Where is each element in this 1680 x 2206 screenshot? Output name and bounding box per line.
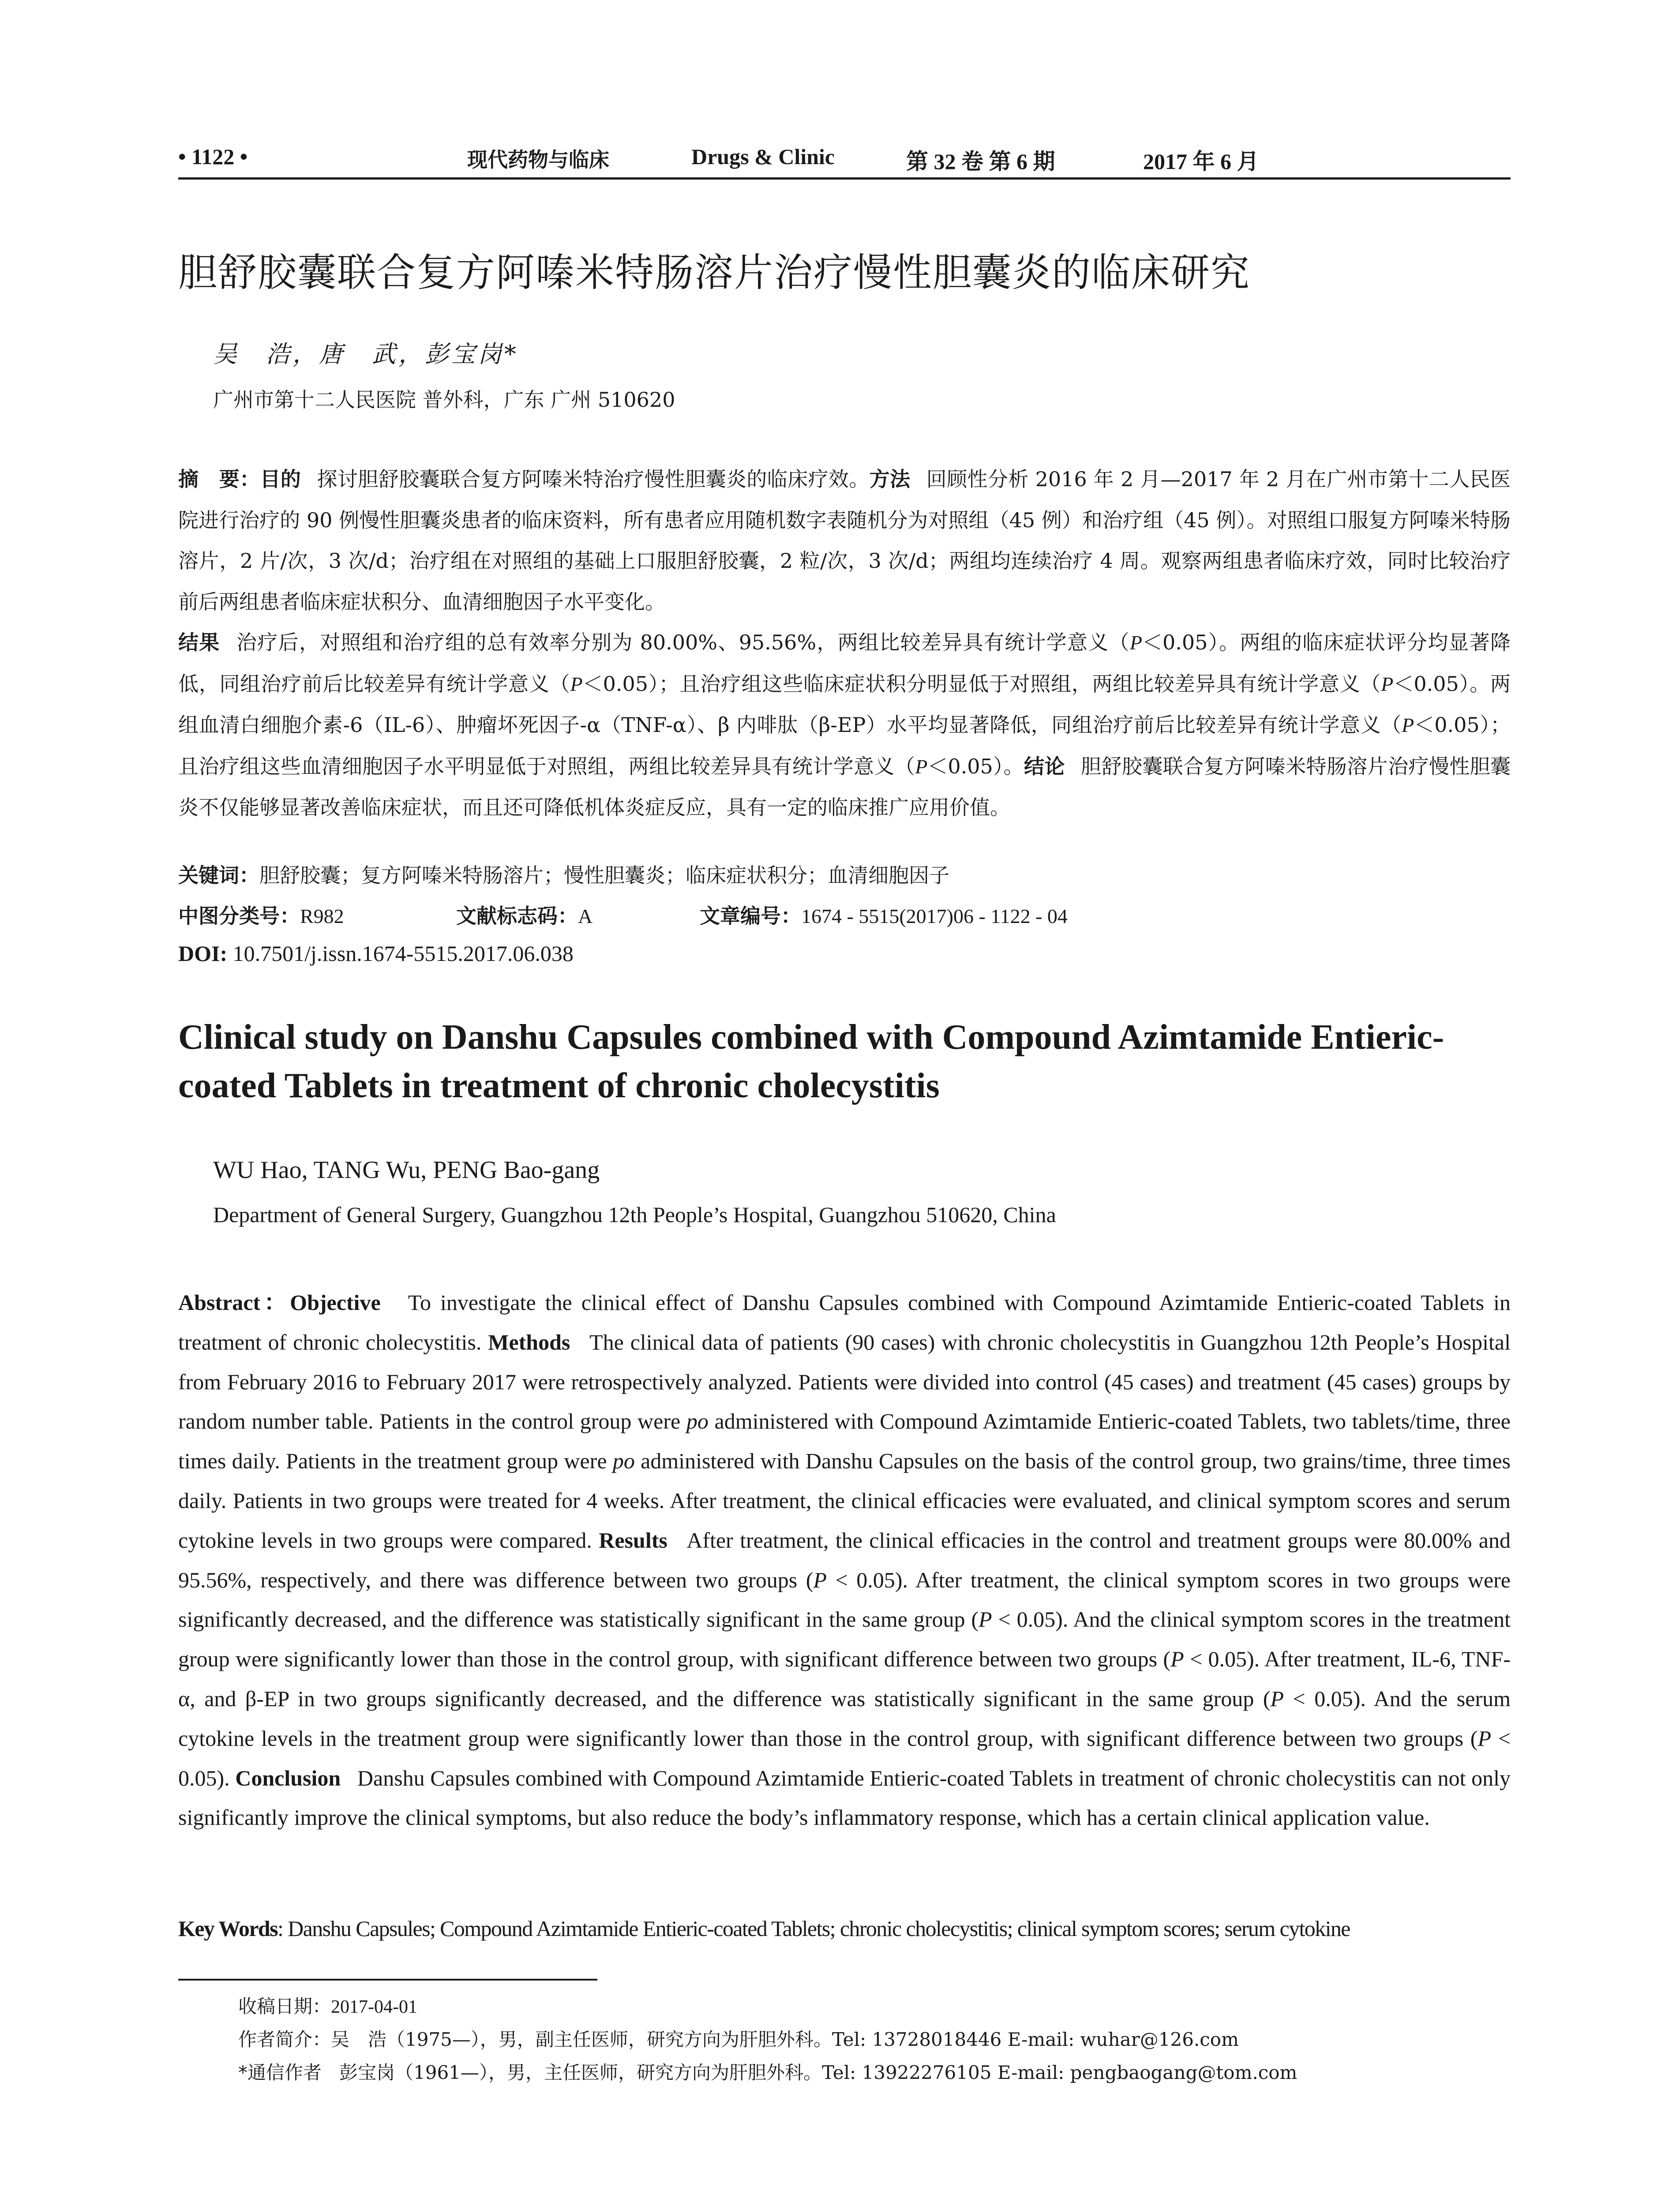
results-text-cn-1: 治疗后，对照组和治疗组的总有效率分别为 80.00%、95.56%，两组比较差异具有统计学意义（ [236,630,1130,654]
methods-label-en: Methods [488,1329,570,1354]
results-text-cn-5: ＜0.05）；且治疗组这些血清细胞因子水平明显低于对照组，两组比较差异具有统计学意义（ [178,713,1511,778]
article-no-label: 文章编号： [700,904,801,928]
article-number [700,900,1068,929]
results-text-en-1: After treatment, the clinical efficacies in the control and treatment groups were 80.00% and 95.56%, respectively, and there was difference between two groups ( [178,1527,1511,1592]
article-title-en: Clinical study on Danshu Capsules combined with Compound Azimtamide Entieric-coated Tablets in treatment of chronic cholecystitis [178,1018,1444,1105]
authors-en: WU Hao, TANG Wu, PENG Bao-gang [213,1156,600,1184]
results-text-en-2: < 0.05). After treatment, the clinical symptom scores in two groups were significantly decreased, and the difference was statistically significant in the same group ( [178,1567,1511,1632]
conclusion-text-en: Danshu Capsules combined with Compound Azimtamide Entieric-coated Tablets in treatment of chronic cholecystitis can not only significantly improve the clinical symptoms, but also reduce the body’s inflammatory response, which has a certain clinical application value. [178,1765,1511,1830]
issue-date: 2017 年 6 月 [1143,149,1259,174]
p-symbol: P [915,755,928,778]
results-text-cn-4: ＜0.05）。两组血清白细胞介素-6（IL-6）、肿瘤坏死因子-α（TNF-α）、β 内啡肽（β-EP）水平均显著降低，同组治疗前后比较差异有统计学意义（ [178,672,1511,737]
affiliation-cn: 广州市第十二人民医院 普外科，广东 广州 510620 [213,388,675,412]
p-symbol: P [570,672,583,695]
po-abbreviation: po [612,1448,635,1474]
author-bio-label: 作者简介： [238,2029,331,2050]
article-no-value: 1674 - 5515(2017)06 - 1122 - 04 [801,905,1068,927]
methods-text-en-1: The clinical data of patients (90 cases) with chronic cholecystitis in Guangzhou 12th People’s Hospital from February 2016 to February 2017 were retrospectively analyzed. Patients were divided into control (45 cases) and treatment (45 cases) groups by random number table. Patients in the control group were [178,1329,1511,1434]
p-symbol: P [1402,714,1414,736]
clc-value: R982 [300,905,344,927]
results-label-cn: 结果 [178,630,220,654]
objective-label-cn: 目的 [260,467,301,491]
abstract-cn [178,459,1511,828]
keywords-cn-text: 胆舒胶囊；复方阿嗪米特肠溶片；慢性胆囊炎；临床症状积分；血清细胞因子 [259,863,949,887]
results-text-en-4: < 0.05). After treatment, IL-6, TNF-α, and β-EP in two groups significantly decreased, and the difference was statistically significant in the same group ( [178,1647,1511,1711]
conclusion-label-cn: 结论 [1024,754,1065,778]
p-symbol: P [1129,631,1143,654]
results-text-cn-2: ＜0.05）。两组的临床症状评分均显著降低，同组治疗前后比较差异有统计学意义（ [178,630,1511,696]
running-header [178,142,1511,180]
p-symbol: P [1270,1686,1284,1711]
doc-code-value: A [578,905,593,927]
p-symbol: P [979,1607,992,1632]
abstract-en-colon: ： [260,1290,290,1315]
doi-label: DOI: [178,941,228,966]
author-bio-text: 吴 浩（1975—），男，副主任医师，研究方向为肝胆外科。Tel: 13728018446 E-mail: wuhar@126.com [331,2029,1239,2050]
clc-label: 中图分类号： [178,904,300,928]
methods-text-cn: 回顾性分析 2016 年 2 月—2017 年 2 月在广州市第十二人民医院进行治疗的 90 例慢性胆囊炎患者的临床资料，所有患者应用随机数字表随机分为对照组（45 例）和治疗组（45 例）。对照组口服复方阿嗪米特肠溶片，2 片/次，3 次/d；治疗组在对照组的基础上口服胆舒胶囊，2 粒/次，3 次/d；两组均连续治疗 4 周。观察两组患者临床疗效，同时比较治疗前后两组患者临床症状积分、血清细胞因子水平变化。 [178,467,1511,614]
objective-text-en: To investigate the clinical effect of Danshu Capsules combined with Compound Azimtamide Entieric-coated Tablets in treatment of chronic cholecystitis. [178,1290,1511,1354]
corresponding-label: *通信作者 [238,2062,322,2083]
affiliation-en: Department of General Surgery, Guangzhou 12th People’s Hospital, Guangzhou 510620, China [213,1202,1056,1227]
clc-number [178,900,344,929]
volume-issue: 第 32 卷 第 6 期 [906,149,1055,174]
received-label: 收稿日期： [238,1996,331,2017]
methods-text-en-3: administered with Danshu Capsules on the basis of the control group, two grains/time, three times daily. Patients in two groups were treated for 4 weeks. After treatment, the clinical efficacies were evaluated, and clinical symptom scores and serum cytokine levels in two groups were compared. [178,1448,1511,1553]
results-text-cn-3: ＜0.05）；且治疗组这些临床症状积分明显低于对照组，两组比较差异具有统计学意义（ [582,672,1381,696]
abstract-cn-label: 摘 要： [178,467,260,491]
results-text-cn-6: ＜0.05）。 [927,754,1024,778]
keywords-en-label: Key Words [178,1916,278,1941]
keywords-cn [178,859,949,889]
abstract-en [178,1283,1511,1838]
p-symbol: P [1170,1647,1184,1672]
doi-link[interactable]: 10.7501/j.issn.1674-5515.2017.06.038 [232,941,574,966]
footnote-divider [178,1979,597,1981]
conclusion-text-cn: 胆舒胶囊联合复方阿嗪米特肠溶片治疗慢性胆囊炎不仅能够显著改善临床症状，而且还可降低机体炎症反应，具有一定的临床推广应用价值。 [178,754,1511,819]
doc-code-label: 文献标志码： [456,904,578,928]
authors-cn: 吴 浩，唐 武，彭宝岗* [213,340,519,368]
doi-line [178,941,574,966]
methods-text-en-2: administered with Compound Azimtamide Entieric-coated Tablets, two tablets/time, three times daily. Patients in the treatment group were [178,1409,1511,1474]
footnote-received [238,1992,417,2018]
methods-label-cn: 方法 [869,467,911,491]
abstract-en-label: Abstract [178,1290,261,1315]
journal-name-en: Drugs & Clinic [691,144,835,169]
po-abbreviation: po [686,1409,709,1434]
objective-label-en: Objective [290,1290,381,1315]
journal-name-cn: 现代药物与临床 [467,148,609,172]
document-code [456,900,592,929]
footnote-author-bio [238,2025,1239,2052]
results-text-en-5: < 0.05). And the serum cytokine levels in the treatment group were significantly lower than those in the control group, with significant difference between two groups ( [178,1686,1511,1751]
footnote-corresponding-author [238,2058,1297,2085]
results-text-en-3: < 0.05). And the clinical symptom scores in the treatment group were significantly lower than those in the control group, with significant difference between two groups ( [178,1607,1511,1672]
received-date: 2017-04-01 [331,1997,417,2017]
results-text-en-6: < 0.05). [178,1726,1511,1790]
corresponding-text: 彭宝岗（1961—），男，主任医师，研究方向为肝胆外科。Tel: 13922276105 E-mail: pengbaogang@tom.com [339,2062,1298,2083]
keywords-cn-label: 关键词： [178,863,259,887]
conclusion-label-en: Conclusion [235,1765,341,1790]
results-label-en: Results [599,1527,668,1553]
keywords-en [178,1916,1511,1941]
keywords-en-text: : Danshu Capsules; Compound Azimtamide Entieric-coated Tablets; chronic cholecystitis; clinical symptom scores; serum cytokine [277,1916,1350,1941]
article-title-cn: 胆舒胶囊联合复方阿嗪米特肠溶片治疗慢性胆囊炎的临床研究 [178,250,1251,295]
page-number: • 1122 • [178,144,248,169]
p-symbol: P [1381,672,1394,695]
objective-text-cn: 探讨胆舒胶囊联合复方阿嗪米特治疗慢性胆囊炎的临床疗效。 [317,467,870,491]
p-symbol: P [1478,1726,1491,1751]
p-symbol: P [813,1567,827,1592]
